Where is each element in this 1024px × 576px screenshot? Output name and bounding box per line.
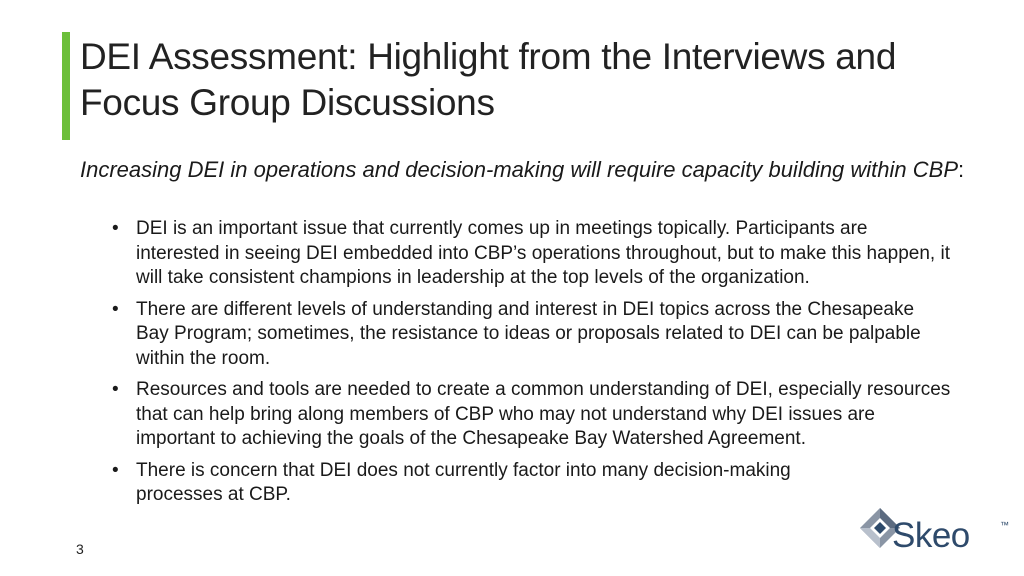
title-accent-bar (62, 32, 70, 140)
bullet-text: DEI is an important issue that currently comes up in meetings topically. Participants are interested in seeing DEI embedded into CBP’s operations throughout, but to make this happen, it will take consistent champions in leadership at the top levels of the organization. (136, 218, 950, 288)
bullet-dot: • (112, 379, 119, 400)
bullet-dot: • (112, 298, 119, 320)
page-number: 3 (76, 541, 84, 557)
bullet-text: Resources and tools are needed to create a common understanding of DEI, especially resources that can help bring along members of CBP who may not understand why DEI issues are important to achieving the goals of the Chesapeake Bay Watershed Agreement. (136, 379, 951, 449)
bullet-item (112, 298, 952, 372)
bullet-item (112, 459, 816, 508)
intro-suffix: : (958, 157, 965, 182)
bullet-text: There is concern that DEI does not currently factor into many decision-making processes at CBP. (136, 459, 791, 505)
bullet-dot: • (112, 459, 119, 481)
bullet-item (112, 378, 952, 452)
intro-text (80, 156, 980, 184)
bullet-list (112, 217, 952, 515)
logo-trademark: ™ (1000, 520, 1009, 530)
bullet-dot: • (112, 218, 119, 239)
intro-italic: Increasing DEI in operations and decision-making will require capacity building within CBP (80, 157, 959, 182)
logo-wordmark: Skeo (892, 516, 970, 555)
bullet-text: There are different levels of understanding and interest in DEI topics across the Chesapeake Bay Program; sometimes, the resistance to ideas or proposals related to DEI can be palpable within the room. (136, 298, 921, 369)
slide-title: DEI Assessment: Highlight from the Interviews and Focus Group Discussions (80, 36, 897, 123)
bullet-item (112, 217, 952, 291)
